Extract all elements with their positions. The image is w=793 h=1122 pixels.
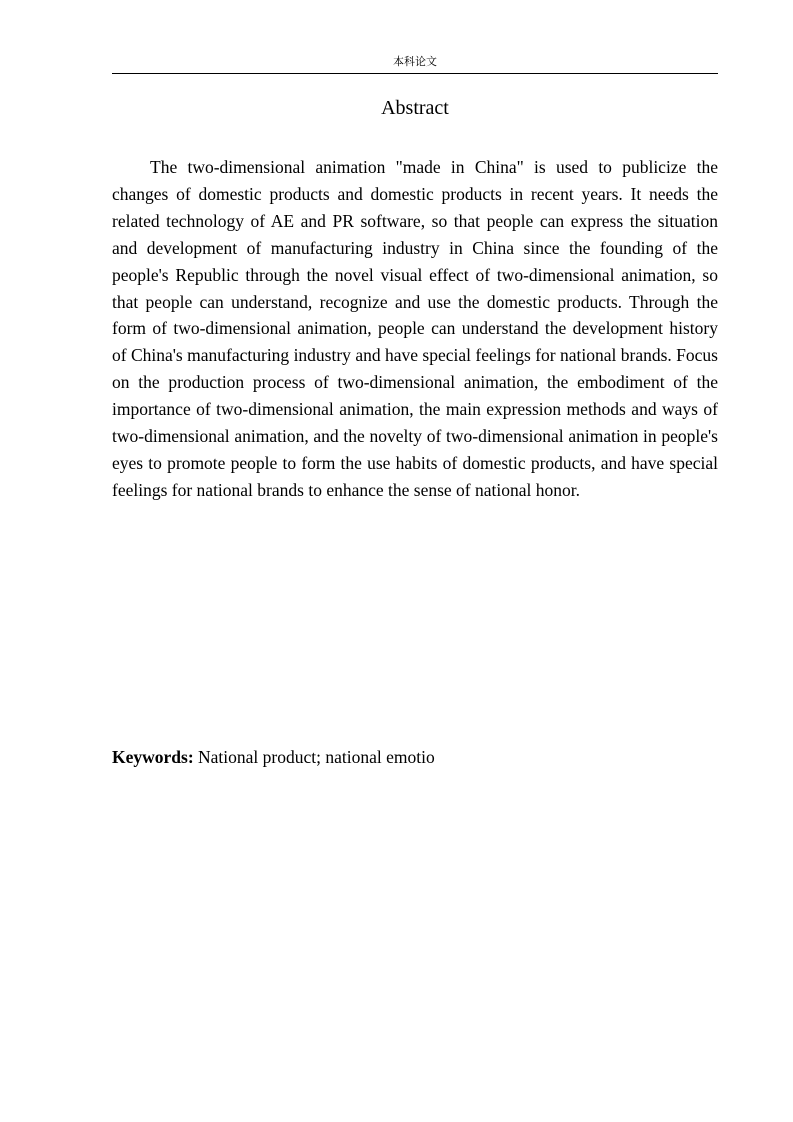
header-rule bbox=[112, 73, 718, 74]
keywords-value: National product; national emotio bbox=[198, 747, 435, 767]
keywords-label: Keywords: bbox=[112, 747, 194, 767]
keywords-line bbox=[112, 745, 718, 769]
abstract-title: Abstract bbox=[381, 97, 449, 119]
running-header: 本科论文 bbox=[393, 55, 437, 68]
abstract-body: The two-dimensional animation "made in China" is used to publicize the changes of domestic products and domestic products in recent years. It needs the related technology of AE and PR software, so that people can express the situation and development of manufacturing industry in China since the founding of the people's Republic through the novel visual effect of two-dimensional animation, so that people can understand, recognize and use the domestic products. Through the form of two-dimensional animation, people can understand the development history of China's manufacturing industry and have special feelings for national brands. Focus on the production process of two-dimensional animation, the embodiment of the importance of two-dimensional animation, the main expression methods and ways of two-dimensional animation, and the novelty of two-dimensional animation in people's eyes to promote people to form the use habits of domestic products, and have special feelings for national brands to enhance the sense of national honor. bbox=[112, 157, 718, 500]
